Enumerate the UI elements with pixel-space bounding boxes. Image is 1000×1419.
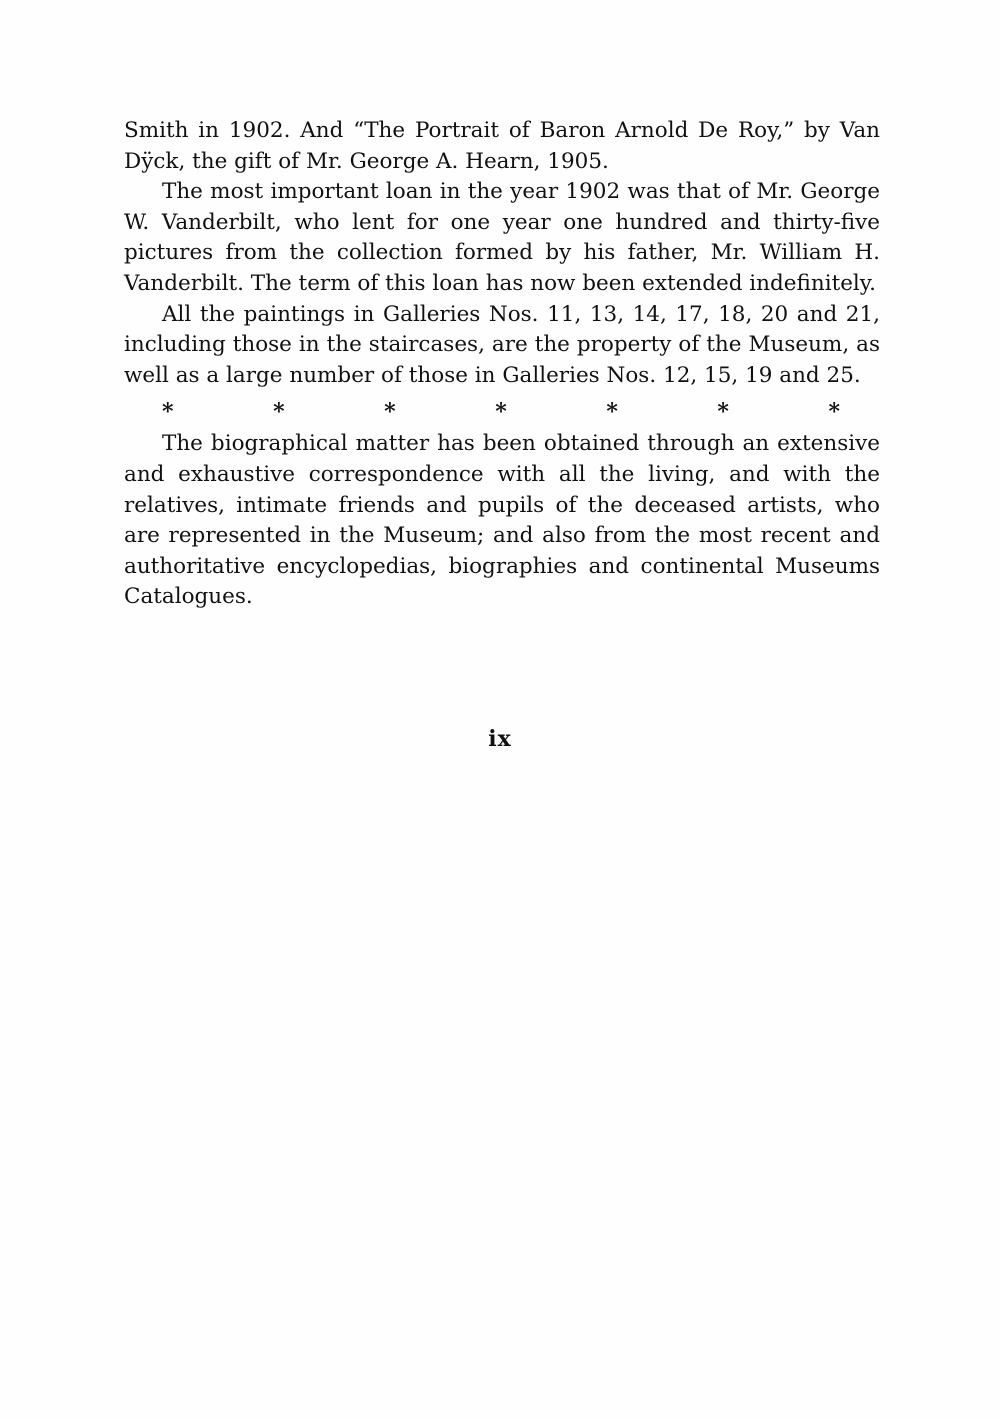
separator-asterisk: * bbox=[606, 399, 618, 426]
separator-asterisk: * bbox=[717, 399, 729, 426]
separator-asterisk: * bbox=[828, 399, 840, 426]
separator-asterisk: * bbox=[162, 399, 174, 426]
paragraph-vanderbilt-loan: The most important loan in the year 1902 was that of Mr. George W. Vanderbilt, who lent for one year one hundred and thirty-five pictures from the collection formed by his father, Mr. William H. Vanderbilt. The term of this loan has now been extended indefinitely. bbox=[124, 179, 880, 296]
separator-asterisk: * bbox=[384, 399, 396, 426]
paragraph-continuation: Smith in 1902. And “The Portrait of Baron Arnold De Roy,” by Van Dÿck, the gift of Mr. George A. Hearn, 1905. bbox=[124, 118, 880, 174]
separator-asterisk: * bbox=[273, 399, 285, 426]
page-number: ix bbox=[488, 726, 512, 752]
paragraph-biographical-matter: The biographical matter has been obtained through an extensive and exhaustive correspondence with all the living, and with the relatives, intimate friends and pupils of the deceased artists, who are represented in the Museum; and also from the most recent and authoritative encyclopedias, biographies and continental Museums Catalogues. bbox=[124, 431, 880, 610]
asterisk-separator bbox=[124, 397, 880, 427]
body-text bbox=[124, 116, 880, 613]
paragraph-galleries: All the paintings in Galleries Nos. 11, 13, 14, 17, 18, 20 and 21, including those in the staircases, are the property of the Museum, as well as a large number of those in Galleries Nos. 12, 15, 19 and 25. bbox=[124, 301, 880, 388]
separator-asterisk: * bbox=[495, 399, 507, 426]
